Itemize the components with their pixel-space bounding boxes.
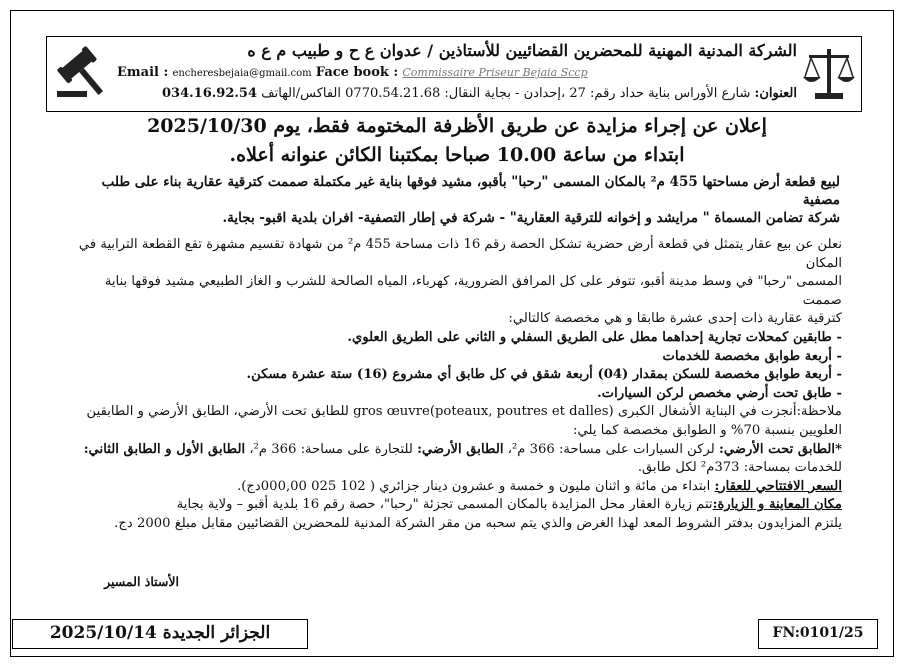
intro-line: لبيع قطعة أرض مساحتها 455 م² بالمكان المسمى "رحبا" بأقبو، مشيد فوقها بناية غير مكتملة صممت كترقية عقارية بناء على طلب مصفية [101,174,840,208]
address-text: شارع الأوراس بناية حداد رقم: 27 ،إحدادن - بجاية النقال: 0770.54.21.68 الفاكس/الهاتف [261,86,751,101]
newspaper-date: الجزائر الجديدة 2025/10/14 [12,619,308,649]
terms-line: يلتزم المزايدون بدفتر الشروط المعد لهذا الغرض والذي يتم سحبه من مقر الشركة المدنية للمحضرين القضائيين مقابل مبلغ 2000 دج. [114,515,842,531]
facebook-link[interactable]: Commissaire Priseur Bejaia Sccp [402,66,588,79]
floor-item: - أربعة طوابق مخصصة للسكن بمقدار (04) أربعة شقق في كل طابق أي مشروع (16) ستة عشرة مسكن. [246,367,842,383]
scales-of-justice-icon [803,45,855,103]
upper-floors-label: الطابق الأول و الطابق الثاني: [83,441,246,457]
address-line [67,86,797,101]
ground-label: الطابق الأرضي: [417,441,504,457]
announcement-title: إعلان عن إجراء مزايدة عن طريق الأظرفة المختومة فقط، يوم 2025/10/30 [147,115,767,137]
floor-areas-line [76,441,842,460]
reference-number: FN:0101/25 [758,619,878,649]
note-line: ملاحظة:أنجزت في البناية الأشغال الكبرى gros œuvre(poteaux, poutres et dalles) للطابق تحت الأرضي، الطابق الأرضي و الطابقين [86,404,842,420]
announcement-intro [80,173,840,227]
body-line: كترقية عقارية ذات إحدى عشرة طابقا و هي مخصصة كالتالي: [508,311,842,327]
email-value[interactable]: encheresbejaia@gmail.com [172,68,312,79]
announcement-subtitle: ابتداء من ساعة 10.00 صباحا بمكتبنا الكائن عنوانه أعلاه. [229,144,685,166]
intro-line: شركة تضامن المسماة " مرايشد و إخوانه للترقية العقارية" - شركة في إطار التصفية- افران بلدية اقبو- بجاية. [222,210,840,226]
body-line: نعلن عن بيع عقار يتمثل في قطعة أرض حضرية تشكل الحصة رقم 16 ذات مساحة 455 م² من شهادة تقسيم مشهرة تقع القطعة الترابية في المكان [78,237,842,271]
visit-line [76,496,842,515]
facebook-label: Face book : [315,65,399,80]
body-line: المسمى "رحبا" في وسط مدينة أقبو، تتوفر على كل المرافق الضرورية، كهرباء، المياه الصالحة للشرب و الغاز الطبيعي مشيد فوقها بناية صممت [104,274,842,308]
signature: الأستاذ المسير [104,574,179,589]
contact-line [117,65,777,80]
visit-text: تتم زيارة العقار محل المزايدة بالمكان المسمى تجزئة "رحبا"، حصة رقم 16 بلدية أقبو – ولاية بجاية [176,497,713,513]
floor-item: - طابقين كمحلات تجارية إحداهما مطل على الطريق السفلي و الثاني على الطريق العلوي. [347,329,842,345]
floor-item: - أربعة طوابق مخصصة للخدمات [662,348,842,364]
floor-item: - طابق تحت أرضي مخصص لركن السيارات. [597,385,842,401]
visit-label: مكان المعاينة و الزيارة: [712,497,842,513]
price-line [76,478,842,497]
email-label: Email : [117,65,169,80]
price-label: السعر الافتتاحي للعقار: [714,478,842,494]
company-title: الشركة المدنية المهنية للمحضرين القضائيين للأستاذين / عدوان ع ح و طبيب م ع ه [247,41,797,60]
basement-label: *الطابق تحت الأرضي: [718,441,842,457]
announcement-body [76,236,842,534]
ground-text: للتجارة على مساحة: 366 م²، [245,441,418,457]
price-text: ابتداء من مائة و اثنان مليون و خمسة و عشرون دينار جزائري ( 102 025 000,00دج). [237,478,715,494]
services-line: للخدمات بمساحة: 373م² لكل طابق. [637,460,842,476]
note-line: العلويين بنسبة 70% و الطوابق مخصصة كما يلي: [573,422,842,438]
header-box [46,36,862,112]
basement-text: لركن السيارات على مساحة: 366 م²، [503,441,719,457]
address-label: العنوان: [754,86,797,101]
phone-number: 034.16.92.54 [162,86,258,101]
